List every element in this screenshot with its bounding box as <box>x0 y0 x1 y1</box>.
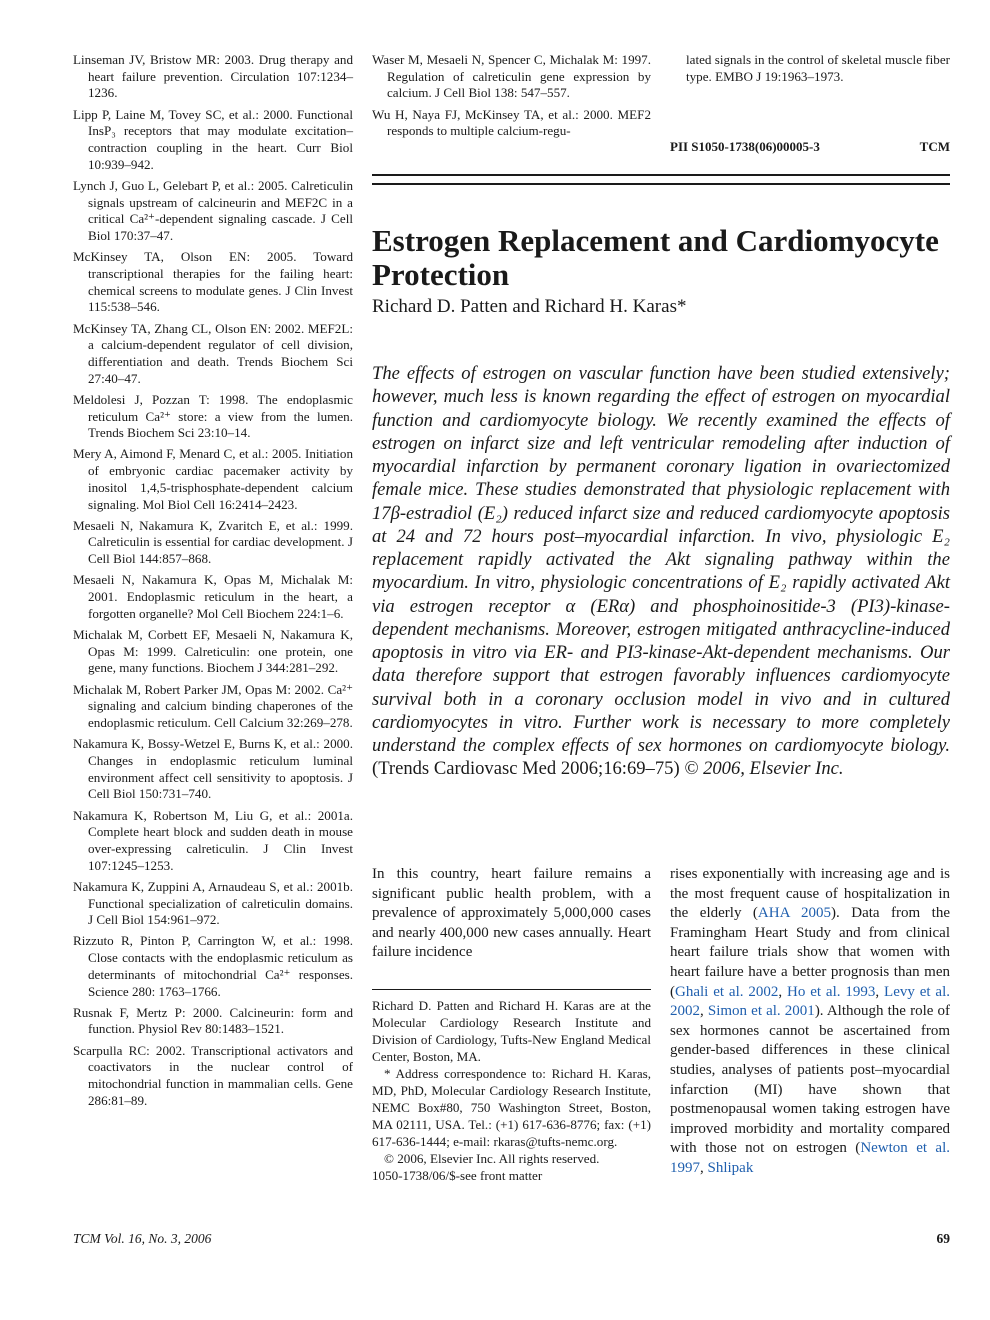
reference-list-middle <box>372 52 651 145</box>
reference-item: McKinsey TA, Olson EN: 2005. Toward transcriptional therapies for the failing heart: chemical screens to modulate genes. J Clin Invest 115:538–546. <box>73 249 353 315</box>
divider-rule <box>372 174 950 176</box>
footnotes <box>372 997 651 1184</box>
body-text: , <box>778 983 788 1000</box>
reference-item: Rusnak F, Mertz P: 2000. Calcineurin: form and function. Physiol Rev 80:1483–1521. <box>73 1004 353 1037</box>
body-text: , <box>700 1159 708 1176</box>
body-text: ). Although the role of sex hormones cannot be ascertained from gender-based differences in these clinical studies, analyses of patients post–myocardial infarction (MI) have shown that postmenopausal women taking estrogen have improved morbidity and mortality compared with those not on estrogen ( <box>670 1003 951 1157</box>
body-paragraph <box>670 865 950 1179</box>
body-paragraph: In this country, heart failure remains a significant public health problem, with a prevalence of approximately 5,000,000 cases and nearly 400,000 new cases annually. Heart failure incidence <box>372 866 651 961</box>
abstract <box>372 362 950 781</box>
reference-item: Nakamura K, Zuppini A, Arnaudeau S, et al.: 2001b. Functional specialization of calreticulin domains. J Cell Biol 154:961–972. <box>73 878 353 928</box>
reference-list-left <box>73 52 353 1114</box>
reference-item: Michalak M, Robert Parker JM, Opas M: 2002. Ca²⁺ signaling and calcium binding chaperones of the endoplasmic reticulum. Cell Calcium 32:269–278. <box>73 681 353 731</box>
reference-item: Meldolesi J, Pozzan T: 1998. The endoplasmic reticulum Ca²⁺ store: a view from the lumen. Trends Biochem Sci 23:10–14. <box>73 391 353 441</box>
reference-item: Nakamura K, Robertson M, Liu G, et al.: 2001a. Complete heart block and sudden death in mouse over-expressing calreticulin. J Clin Invest 107:1245–1253. <box>73 807 353 873</box>
reference-item: Mesaeli N, Nakamura K, Zvaritch E, et al.: 1999. Calreticulin is essential for cardiac development. J Cell Biol 144:857–868. <box>73 517 353 567</box>
reference-item: Wu H, Naya FJ, McKinsey TA, et al.: 2000. MEF2 responds to multiple calcium-regu- <box>372 106 651 139</box>
reference-item: Rizzuto R, Pinton P, Carrington W, et al.: 1998. Close contacts with the endoplasmic reticulum as determinants of mitochondrial Ca²⁺ responses. Science 280: 1763–1766. <box>73 933 353 999</box>
reference-item: Lipp P, Laine M, Tovey SC, et al.: 2000. Functional InsP₃ receptors that may modulate excitation–contraction coupling in the heart. Curr Biol 10:939–942. <box>73 106 353 172</box>
body-text: ). Data from the Framingham Heart Study and from clinical heart failure trials show that women with heart failure have a better prognosis than men ( <box>670 905 950 1000</box>
abstract-copyright: © 2006, Elsevier Inc. <box>684 758 844 780</box>
pii-code: PII S1050-1738(06)00005-3 <box>670 139 820 154</box>
reference-list-right <box>686 52 950 90</box>
footnote-copyright: © 2006, Elsevier Inc. All rights reserved. <box>384 1151 600 1166</box>
citation-link[interactable]: Shlipak <box>707 1159 754 1176</box>
body-text: rises exponentially with increasing age and is the most frequent cause of hospitalization in the elderly ( <box>670 866 950 922</box>
reference-item: Mesaeli N, Nakamura K, Opas M, Michalak M: 2001. Endoplasmic reticulum in the heart, a forgotten organelle? Mol Cell Biochem 224:1–6. <box>73 572 353 621</box>
reference-item: Scarpulla RC: 2002. Transcriptional activators and coactivators in the nuclear control of mitochondrial function in mammalian cells. Gene 286:81–89. <box>73 1042 353 1108</box>
citation-link[interactable]: Newton et al. 1997 <box>670 1140 951 1176</box>
citation-link[interactable]: Ho et al. 1993 <box>787 983 876 1000</box>
reference-item: Nakamura K, Bossy-Wetzel E, Burns K, et al.: 2000. Changes in endoplasmic reticulum luminal environment affect cell sensitivity to apoptosis. J Cell Biol 150:731–740. <box>73 736 353 802</box>
journal-tag: TCM <box>919 139 950 154</box>
footnote-affiliation: Richard D. Patten and Richard H. Karas are at the Molecular Cardiology Research Institute and Division of Cardiology, Tufts-New England Medical Center, Boston, MA. <box>372 998 651 1064</box>
footer-journal: TCM Vol. 16, No. 3, 2006 <box>73 1231 212 1246</box>
body-column-right <box>670 865 950 1179</box>
body-text: , <box>875 983 885 1000</box>
abstract-citation: (Trends Cardiovasc Med 2006;16:69–75) <box>372 758 680 780</box>
pii-row <box>670 139 950 155</box>
article-title: Estrogen Replacement and Cardiomyocyte Protection <box>372 223 939 292</box>
reference-item: Mery A, Aimond F, Menard C, et al.: 2005. Initiation of embryonic cardiac pacemaker activity by inositol 1,4,5-trisphosphate-dependent calcium signaling. Mol Biol Cell 16:2414–2423. <box>73 446 353 512</box>
reference-item: Lynch J, Guo L, Gelebart P, et al.: 2005. Calreticulin signals upstream of calcineurin and MEF2C in a critical Ca²⁺-dependent signaling cascade. J Cell Biol 170:37–47. <box>73 177 353 244</box>
citation-link[interactable]: AHA 2005 <box>757 905 832 922</box>
citation-link[interactable]: Simon et al. 2001 <box>707 1003 815 1020</box>
page-number: 69 <box>936 1231 950 1246</box>
article-authors: Richard D. Patten and Richard H. Karas* <box>372 296 687 317</box>
body-text: , <box>700 1003 708 1020</box>
reference-item: Linseman JV, Bristow MR: 2003. Drug therapy and heart failure prevention. Circulation 107:1234–1236. <box>73 52 353 101</box>
reference-item: Michalak M, Corbett EF, Mesaeli N, Nakamura K, Opas M: 1999. Calreticulin: one protein, one gene, many functions. Biochem J 344:281–292. <box>73 627 353 676</box>
citation-link[interactable]: Ghali et al. 2002 <box>675 983 779 1000</box>
reference-item: McKinsey TA, Zhang CL, Olson EN: 2002. MEF2L: a calcium-dependent regulator of cell division, differentiation and death. Trends Biochem Sci 27:40–47. <box>73 320 353 386</box>
footnote-divider <box>372 989 651 990</box>
reference-item: Waser M, Mesaeli N, Spencer C, Michalak M: 1997. Regulation of calreticulin gene expression by calcium. J Cell Biol 138: 547–557. <box>372 52 651 101</box>
reference-item: lated signals in the control of skeletal muscle fiber type. EMBO J 19:1963–1973. <box>686 52 950 84</box>
abstract-text: The effects of estrogen on vascular function have been studied extensively; however, much less is known regarding the effect of estrogen on myocardial function and cardiomyocyte biology. We recently examined the effects of estrogen on infarct size and left ventricular remodeling after induction of myocardial infarction by permanent coronary ligation in ovariectomized female mice. These studies demonstrated that physiologic replacement with 17β-estradiol (E₂) reduced infarct size and reduced cardiomyocyte apoptosis at 24 and 72 hours post–myocardial infarction. In vivo, physiologic E₂ replacement rapidly activated the Akt signaling pathway within the myocardium. In vitro, physiologic concentrations of E₂ rapidly activated Akt via estrogen receptor α (ERα) and phosphoinositide-3 (PI3)-kinase-dependent mechanisms. Moreover, estrogen mitigated anthracycline-induced apoptosis in vitro via ER- and PI3-kinase-Akt-dependent mechanisms. Our data therefore support that estrogen favorably influences cardiomyocyte survival both in a coronary occlusion model in vivo and in cultured cardiomyocytes in vitro. Further work is necessary to more completely understand the complex effects of sex hormones on cardiomyocyte biology. <box>372 363 950 756</box>
citation-link[interactable]: Levy et al. 2002 <box>670 983 951 1020</box>
divider-rule <box>372 183 950 185</box>
footnote-correspondence: * Address correspondence to: Richard H. Karas, MD, PhD, Molecular Cardiology Research Institute, NEMC Box#80, 750 Washington Street, Boston, MA 02111, USA. Tel.: (+1) 617-636-8776; fax: (+1) 617-636-1444; e-mail: rkaras@tufts-nemc.org. <box>372 1066 651 1149</box>
body-column-left <box>372 865 651 963</box>
footnote-issn: 1050-1738/06/$-see front matter <box>372 1168 543 1183</box>
